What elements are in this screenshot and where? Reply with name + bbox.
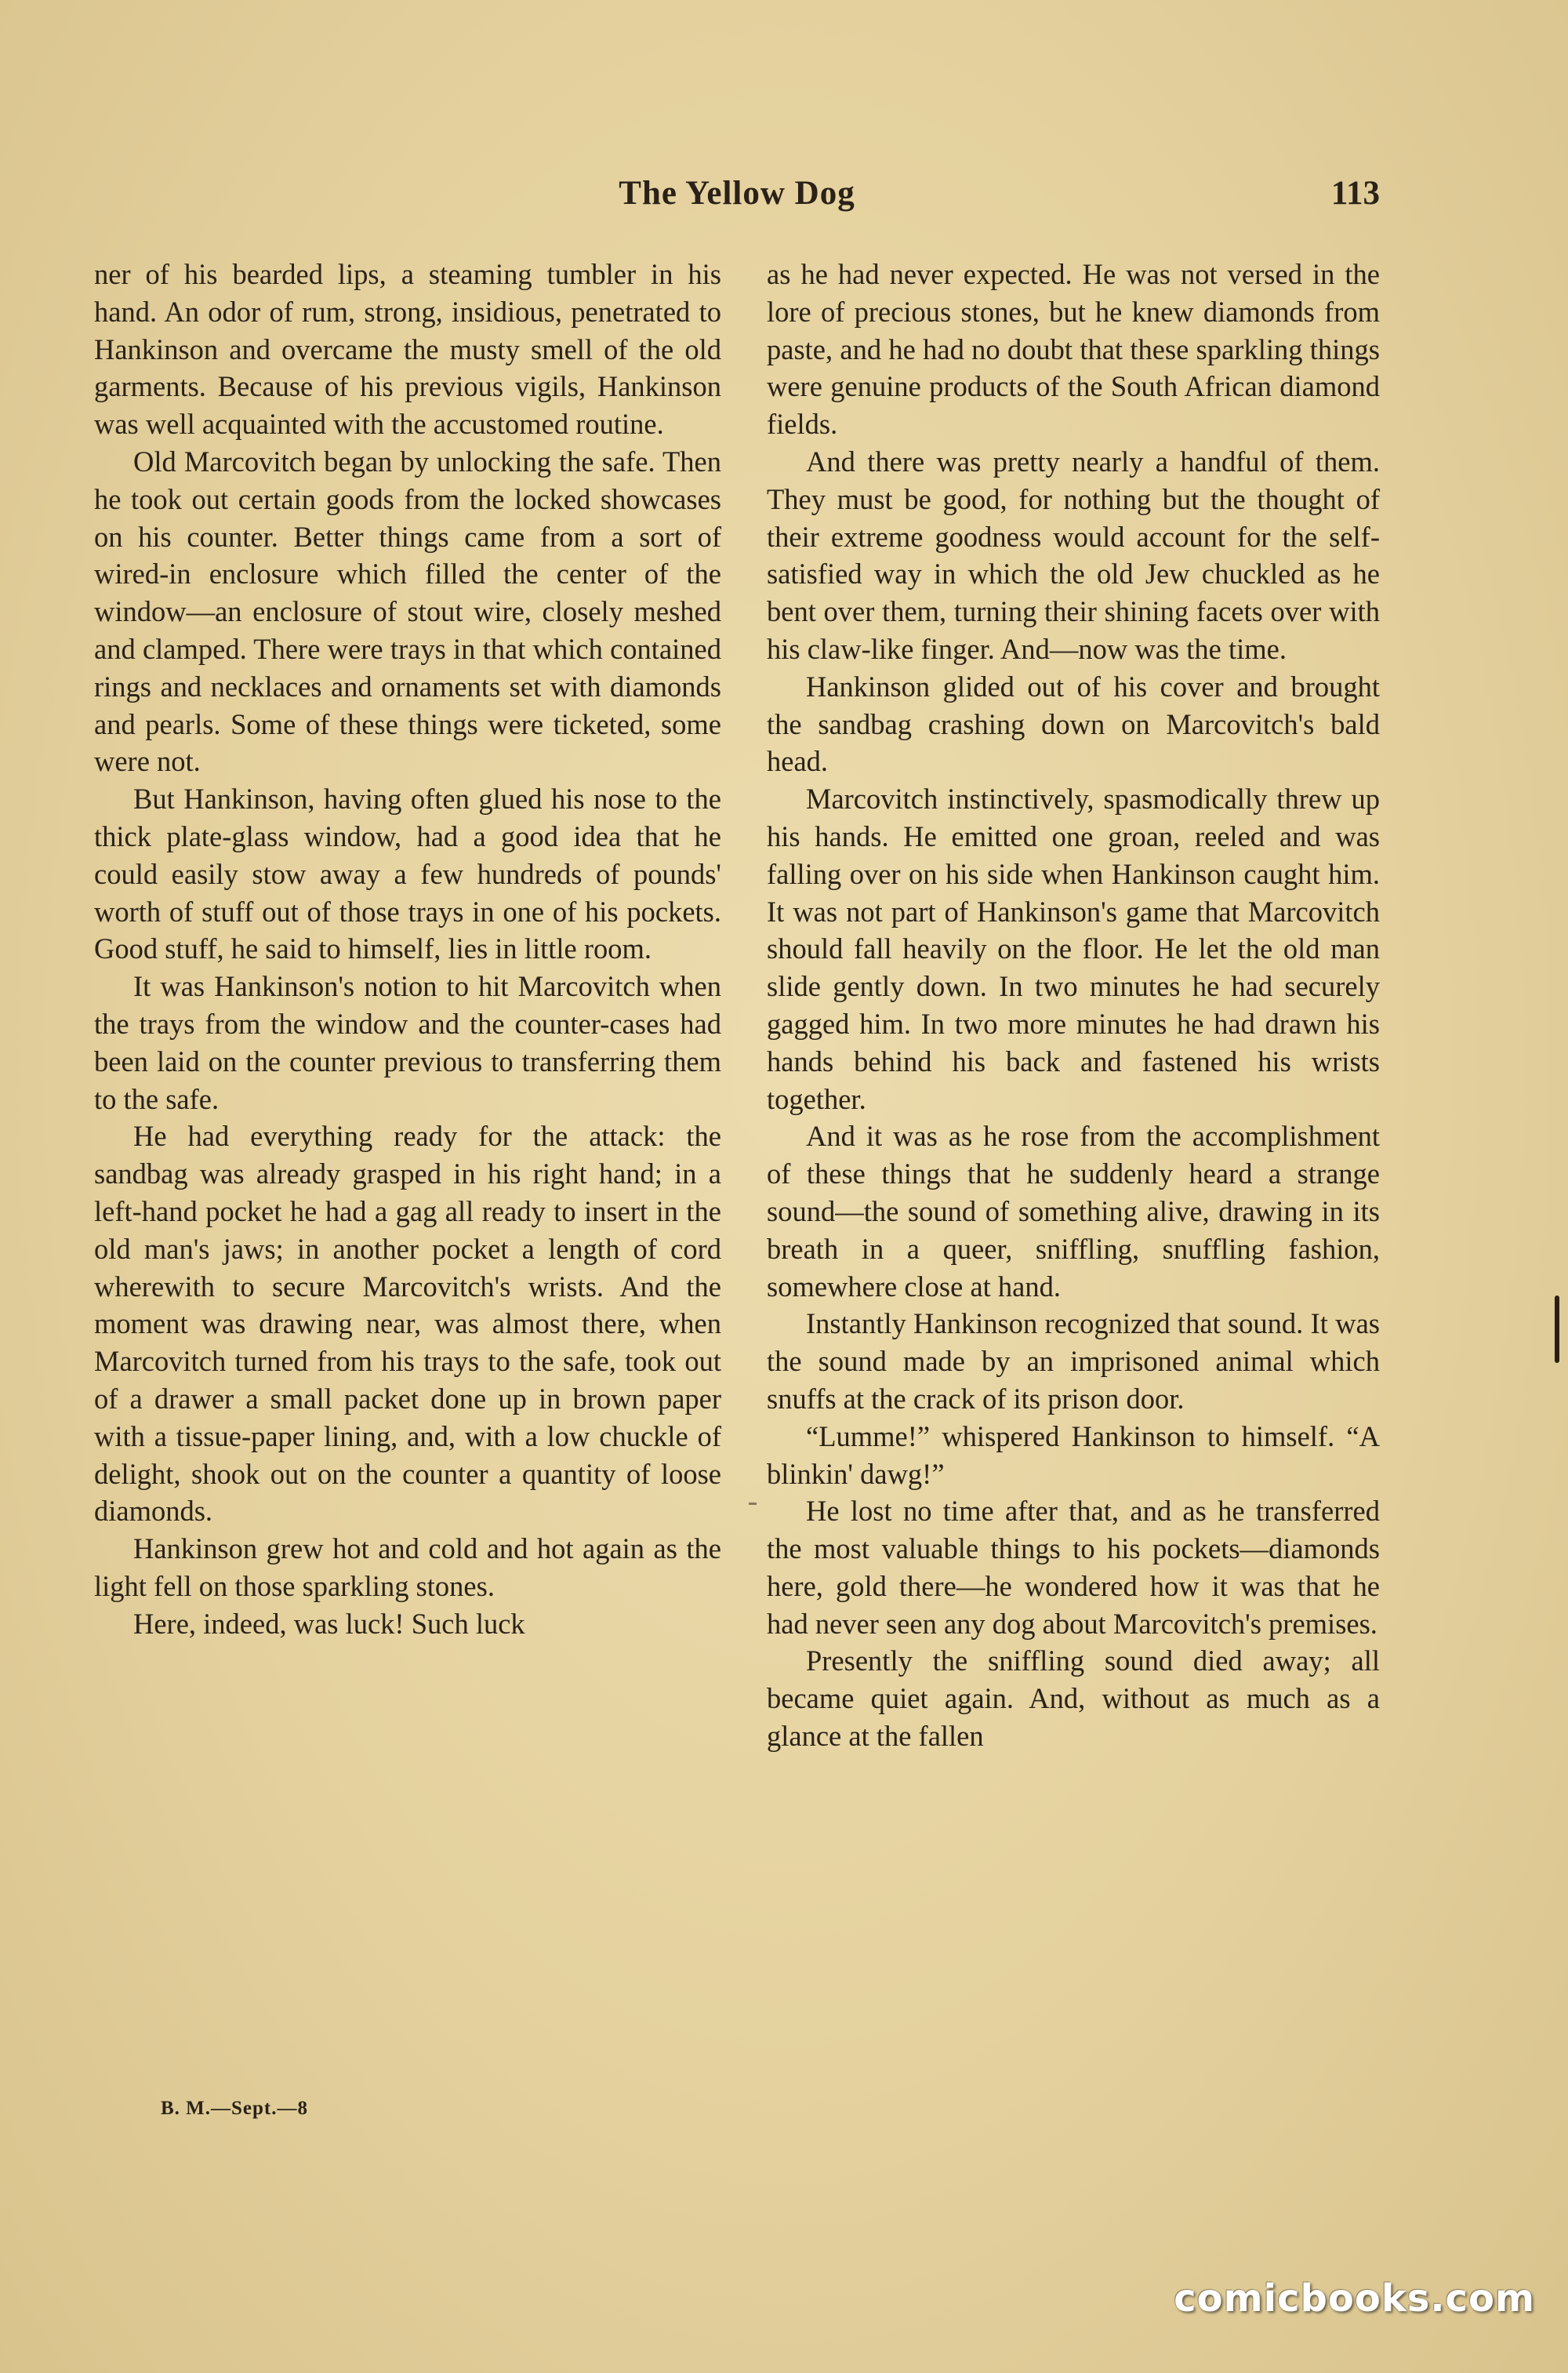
paragraph: Here, indeed, was luck! Such luck (133, 1607, 525, 1640)
running-head (94, 174, 1380, 221)
paragraph: And it was as he rose from the accomplishment of these things that he suddenly heard a strange sound—the sound of something alive, drawing in its breath in a queer, sniffling, snuffling fashion, somewhere close at hand. (767, 1120, 1380, 1303)
left-column (94, 256, 721, 1642)
paragraph: And there was pretty nearly a handful of them. They must be good, for nothing but the thought of their extreme goodness would account for the self-satisfied way in which the old Jew chuckled as he bent over them, turning their shining facets over with his claw-like finger. And—now was the time. (767, 445, 1380, 665)
paragraph: Marcovitch instinctively, spasmodically threw up his hands. He emitted one groan, reeled and was falling over on his side when Hankinson caught him. It was not part of Hankinson's game that Marcovitch should fall heavily on the floor. He let the old man slide gently down. In two minutes he had securely gagged him. In two more minutes he had drawn his hands behind his back and fastened his wrists together. (767, 783, 1380, 1115)
paragraph: Presently the sniffling sound died away; all became quiet again. And, without as much as a glance at the fallen (767, 1644, 1380, 1753)
paragraph: Instantly Hankinson recognized that sound. It was the sound made by an imprisoned animal which snuffs at the crack of its prison door. (767, 1307, 1380, 1415)
gutter-mark (749, 1503, 757, 1505)
paragraph: It was Hankinson's notion to hit Marcovitch when the trays from the window and the counter-cases had been laid on the counter previous to transferring them to the safe. (94, 970, 721, 1115)
paragraph: ner of his bearded lips, a steaming tumbler in his hand. An odor of rum, strong, insidious, penetrated to Hankinson and overcame the musty smell of the old garments. Because of his previous vigils, Hankinson was well acquainted with the accustomed routine. (94, 258, 721, 441)
paragraph: Hankinson glided out of his cover and brought the sandbag crashing down on Marcovitch's bald head. (767, 670, 1380, 778)
paragraph: He lost no time after that, and as he transferred the most valuable things to his pockets—diamonds here, gold there—he wondered how it was that he had never seen any dog about Marcovitch's premises. (767, 1495, 1380, 1640)
page-edge-mark (1555, 1296, 1559, 1363)
right-column (767, 256, 1380, 1755)
paragraph: But Hankinson, having often glued his nose to the thick plate-glass window, had a good idea that he could easily stow away a few hundreds of pounds' worth of stuff out of those trays in one of his pockets. Good stuff, he said to himself, lies in little room. (94, 783, 721, 965)
signature-mark: B. M.—Sept.—8 (161, 2098, 308, 2119)
paragraph: Hankinson grew hot and cold and hot again as the light fell on those sparkling stones. (94, 1532, 721, 1602)
page-number: 113 (1330, 175, 1380, 212)
paragraph: “Lumme!” whispered Hankinson to himself. “A blinkin' dawg!” (767, 1419, 1380, 1490)
watermark-logo: comicbooks.com (1174, 2277, 1535, 2320)
running-title: The Yellow Dog (619, 175, 855, 212)
paragraph: He had everything ready for the attack: the sandbag was already grasped in his right hand; in a left-hand pocket he had a gag all ready to insert in the old man's jaws; in another pocket a length of cord wherewith to secure Marcovitch's wrists. And the moment was drawing near, was almost there, when Marcovitch turned from his trays to the safe, took out of a drawer a small packet done up in brown paper with a tissue-paper lining, and, with a low chuckle of delight, shook out on the counter a quantity of loose diamonds. (94, 1120, 721, 1528)
paragraph: Old Marcovitch began by unlocking the safe. Then he took out certain goods from the locked showcases on his counter. Better things came from a sort of wired-in enclosure which filled the center of the window—an enclosure of stout wire, closely meshed and clamped. There were trays in that which contained rings and necklaces and ornaments set with diamonds and pearls. Some of these things were ticketed, some were not. (94, 445, 721, 778)
paragraph: as he had never expected. He was not versed in the lore of precious stones, but he knew diamonds from paste, and he had no doubt that these sparkling things were genuine products of the South African diamond fields. (767, 258, 1380, 441)
